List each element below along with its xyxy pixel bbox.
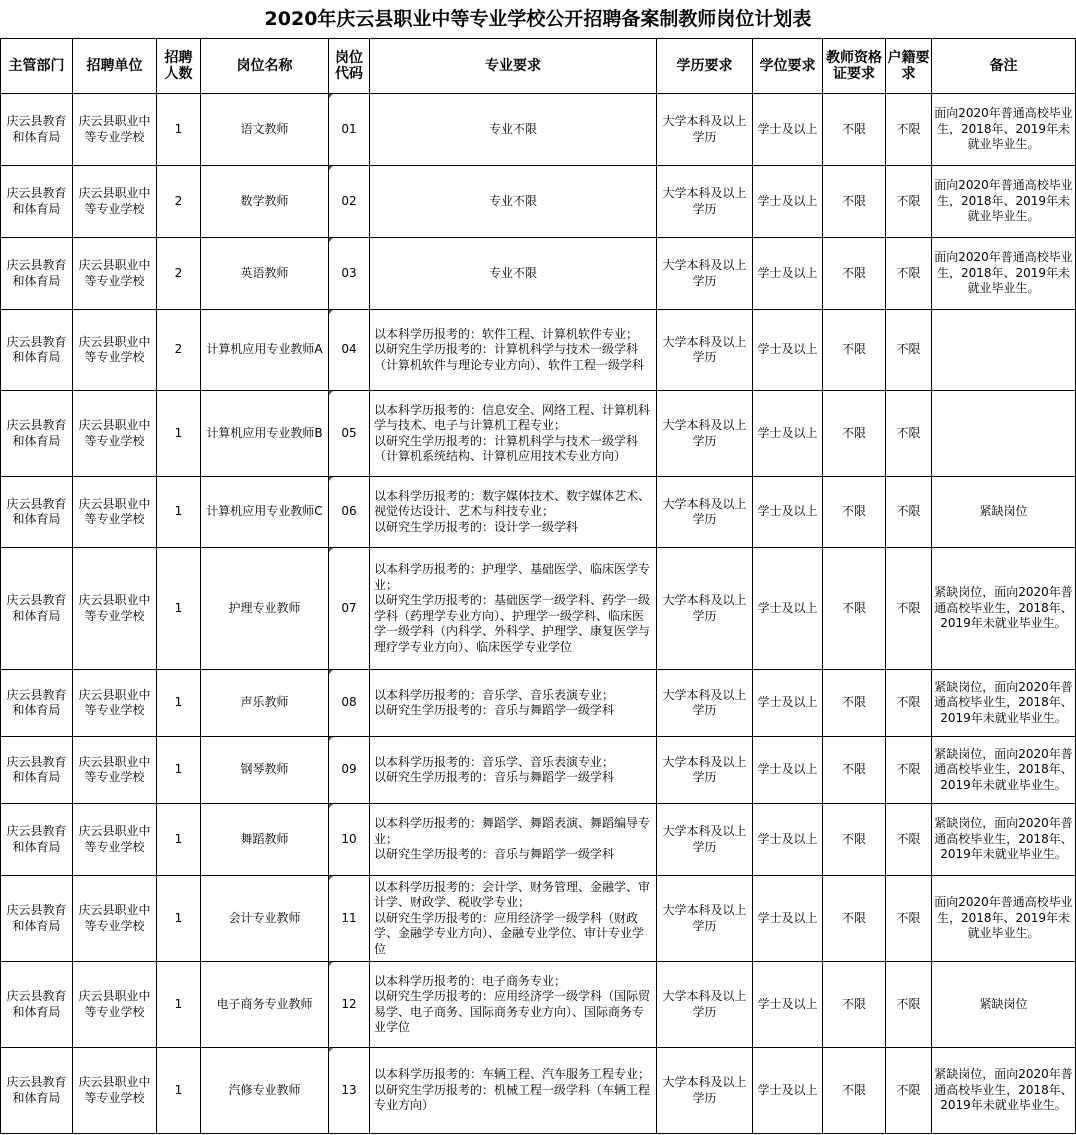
cell-cert: 不限 [823, 166, 886, 238]
cell-count: 2 [157, 310, 201, 391]
cell-note: 紧缺岗位，面向2020年普通高校毕业生，2018年、2019年未就业毕业生。 [932, 1048, 1076, 1134]
cell-unit: 庆云县职业中等专业学校 [73, 94, 157, 166]
cell-degree: 学士及以上 [753, 310, 823, 391]
header-major: 专业要求 [370, 39, 657, 94]
cell-hukou: 不限 [886, 94, 932, 166]
cell-cert: 不限 [823, 962, 886, 1048]
cell-major: 以本科学历报考的：音乐学、音乐表演专业； 以研究生学历报考的：音乐与舞蹈学一级学科 [370, 737, 657, 804]
cell-note: 面向2020年普通高校毕业生，2018年、2019年未就业毕业生。 [932, 238, 1076, 310]
cell-dept: 庆云县教育和体育局 [1, 238, 73, 310]
cell-hukou: 不限 [886, 391, 932, 477]
cell-unit: 庆云县职业中等专业学校 [73, 804, 157, 876]
cell-hukou: 不限 [886, 962, 932, 1048]
cell-degree: 学士及以上 [753, 804, 823, 876]
cell-degree: 学士及以上 [753, 670, 823, 737]
cell-dept: 庆云县教育和体育局 [1, 962, 73, 1048]
cell-unit: 庆云县职业中等专业学校 [73, 166, 157, 238]
cell-count: 1 [157, 804, 201, 876]
table-row [1, 310, 1076, 391]
cell-cert: 不限 [823, 737, 886, 804]
cell-code: 05 [329, 391, 370, 477]
cell-note [932, 310, 1076, 391]
cell-unit: 庆云县职业中等专业学校 [73, 737, 157, 804]
cell-note: 紧缺岗位，面向2020年普通高校毕业生，2018年、2019年未就业毕业生。 [932, 670, 1076, 737]
header-unit: 招聘单位 [73, 39, 157, 94]
header-degree: 学位要求 [753, 39, 823, 94]
cell-cert: 不限 [823, 876, 886, 962]
cell-degree: 学士及以上 [753, 477, 823, 548]
cell-count: 1 [157, 1048, 201, 1134]
header-note: 备注 [932, 39, 1076, 94]
cell-hukou: 不限 [886, 548, 932, 670]
cell-note: 面向2020年普通高校毕业生，2018年、2019年未就业毕业生。 [932, 166, 1076, 238]
cell-major: 以本科学历报考的：舞蹈学、舞蹈表演、舞蹈编导专业； 以研究生学历报考的：音乐与舞蹈学一级学科 [370, 804, 657, 876]
cell-degree: 学士及以上 [753, 548, 823, 670]
table-row [1, 391, 1076, 477]
cell-code: 01 [329, 94, 370, 166]
cell-degree: 学士及以上 [753, 391, 823, 477]
cell-edu: 大学本科及以上学历 [657, 962, 753, 1048]
table-row [1, 670, 1076, 737]
cell-code: 10 [329, 804, 370, 876]
cell-post: 汽修专业教师 [201, 1048, 329, 1134]
cell-post: 声乐教师 [201, 670, 329, 737]
cell-note: 紧缺岗位 [932, 477, 1076, 548]
cell-degree: 学士及以上 [753, 238, 823, 310]
cell-code: 09 [329, 737, 370, 804]
cell-major: 以本科学历报考的：软件工程、计算机软件专业； 以研究生学历报考的：计算机科学与技术一级学科（计算机软件与理论专业方向）、软件工程一级学科 [370, 310, 657, 391]
cell-major: 以本科学历报考的：音乐学、音乐表演专业； 以研究生学历报考的：音乐与舞蹈学一级学科 [370, 670, 657, 737]
cell-dept: 庆云县教育和体育局 [1, 670, 73, 737]
header-code: 岗位代码 [329, 39, 370, 94]
cell-dept: 庆云县教育和体育局 [1, 310, 73, 391]
cell-code: 11 [329, 876, 370, 962]
cell-degree: 学士及以上 [753, 166, 823, 238]
cell-cert: 不限 [823, 391, 886, 477]
table-row [1, 238, 1076, 310]
cell-dept: 庆云县教育和体育局 [1, 1048, 73, 1134]
cell-edu: 大学本科及以上学历 [657, 310, 753, 391]
cell-post: 舞蹈教师 [201, 804, 329, 876]
header-cert: 教师资格证要求 [823, 39, 886, 94]
cell-note: 紧缺岗位 [932, 962, 1076, 1048]
cell-dept: 庆云县教育和体育局 [1, 94, 73, 166]
cell-post: 电子商务专业教师 [201, 962, 329, 1048]
header-dept: 主管部门 [1, 39, 73, 94]
table-body [1, 94, 1076, 1134]
page-title: 2020年庆云县职业中等专业学校公开招聘备案制教师岗位计划表 [264, 8, 812, 30]
cell-note: 面向2020年普通高校毕业生，2018年、2019年未就业毕业生。 [932, 876, 1076, 962]
cell-hukou: 不限 [886, 670, 932, 737]
cell-note [932, 391, 1076, 477]
header-count: 招聘人数 [157, 39, 201, 94]
cell-unit: 庆云县职业中等专业学校 [73, 477, 157, 548]
cell-code: 03 [329, 238, 370, 310]
cell-major: 以本科学历报考的：护理学、基础医学、临床医学专业； 以研究生学历报考的：基础医学一级学科、药学一级学科（药理学专业方向）、护理学一级学科、临床医学一级学科（内科学、外科学、护理学、康复医学与理疗学专业方向）、临床医学专业学位 [370, 548, 657, 670]
cell-post: 护理专业教师 [201, 548, 329, 670]
cell-count: 1 [157, 548, 201, 670]
cell-edu: 大学本科及以上学历 [657, 391, 753, 477]
cell-unit: 庆云县职业中等专业学校 [73, 391, 157, 477]
cell-edu: 大学本科及以上学历 [657, 548, 753, 670]
cell-edu: 大学本科及以上学历 [657, 1048, 753, 1134]
cell-count: 1 [157, 737, 201, 804]
cell-count: 1 [157, 391, 201, 477]
table-row [1, 477, 1076, 548]
cell-dept: 庆云县教育和体育局 [1, 391, 73, 477]
cell-major: 专业不限 [370, 166, 657, 238]
cell-major: 专业不限 [370, 94, 657, 166]
cell-major: 以本科学历报考的：车辆工程、汽车服务工程专业； 以研究生学历报考的：机械工程一级学科（车辆工程专业方向） [370, 1048, 657, 1134]
cell-count: 1 [157, 94, 201, 166]
header-edu: 学历要求 [657, 39, 753, 94]
cell-unit: 庆云县职业中等专业学校 [73, 310, 157, 391]
cell-post: 语文教师 [201, 94, 329, 166]
cell-cert: 不限 [823, 1048, 886, 1134]
cell-cert: 不限 [823, 548, 886, 670]
cell-code: 12 [329, 962, 370, 1048]
cell-unit: 庆云县职业中等专业学校 [73, 548, 157, 670]
header-row [1, 39, 1076, 94]
cell-cert: 不限 [823, 477, 886, 548]
cell-degree: 学士及以上 [753, 94, 823, 166]
cell-unit: 庆云县职业中等专业学校 [73, 962, 157, 1048]
cell-dept: 庆云县教育和体育局 [1, 477, 73, 548]
header-post: 岗位名称 [201, 39, 329, 94]
table-row [1, 548, 1076, 670]
header-hukou: 户籍要求 [886, 39, 932, 94]
cell-degree: 学士及以上 [753, 737, 823, 804]
cell-dept: 庆云县教育和体育局 [1, 876, 73, 962]
cell-cert: 不限 [823, 804, 886, 876]
cell-edu: 大学本科及以上学历 [657, 94, 753, 166]
cell-hukou: 不限 [886, 477, 932, 548]
cell-edu: 大学本科及以上学历 [657, 737, 753, 804]
cell-note: 紧缺岗位，面向2020年普通高校毕业生，2018年、2019年未就业毕业生。 [932, 804, 1076, 876]
cell-count: 1 [157, 876, 201, 962]
cell-code: 13 [329, 1048, 370, 1134]
cell-count: 2 [157, 238, 201, 310]
cell-cert: 不限 [823, 94, 886, 166]
cell-unit: 庆云县职业中等专业学校 [73, 1048, 157, 1134]
cell-major: 以本科学历报考的：数字媒体技术、数字媒体艺术、视觉传达设计、艺术与科技专业； 以研究生学历报考的：设计学一级学科 [370, 477, 657, 548]
cell-major: 以本科学历报考的：电子商务专业； 以研究生学历报考的：应用经济学一级学科（国际贸易学、电子商务、国际商务专业方向）、国际商务专业学位 [370, 962, 657, 1048]
cell-count: 2 [157, 166, 201, 238]
cell-degree: 学士及以上 [753, 876, 823, 962]
cell-hukou: 不限 [886, 804, 932, 876]
cell-count: 1 [157, 477, 201, 548]
cell-edu: 大学本科及以上学历 [657, 238, 753, 310]
cell-hukou: 不限 [886, 166, 932, 238]
cell-edu: 大学本科及以上学历 [657, 166, 753, 238]
cell-cert: 不限 [823, 238, 886, 310]
cell-cert: 不限 [823, 310, 886, 391]
cell-hukou: 不限 [886, 737, 932, 804]
cell-code: 06 [329, 477, 370, 548]
cell-major: 以本科学历报考的：会计学、财务管理、金融学、审计学、财政学、税收学专业； 以研究生学历报考的：应用经济学一级学科（财政学、金融学专业方向）、金融专业学位、审计专业学位 [370, 876, 657, 962]
cell-cert: 不限 [823, 670, 886, 737]
cell-post: 英语教师 [201, 238, 329, 310]
cell-post: 计算机应用专业教师A [201, 310, 329, 391]
cell-unit: 庆云县职业中等专业学校 [73, 670, 157, 737]
cell-hukou: 不限 [886, 876, 932, 962]
cell-unit: 庆云县职业中等专业学校 [73, 876, 157, 962]
table-row [1, 804, 1076, 876]
cell-post: 会计专业教师 [201, 876, 329, 962]
cell-hukou: 不限 [886, 310, 932, 391]
cell-hukou: 不限 [886, 1048, 932, 1134]
cell-hukou: 不限 [886, 238, 932, 310]
cell-edu: 大学本科及以上学历 [657, 804, 753, 876]
cell-dept: 庆云县教育和体育局 [1, 548, 73, 670]
table-row [1, 1048, 1076, 1134]
cell-post: 钢琴教师 [201, 737, 329, 804]
cell-major: 以本科学历报考的：信息安全、网络工程、计算机科学与技术、电子与计算机工程专业； 以研究生学历报考的：计算机科学与技术一级学科（计算机系统结构、计算机应用技术专业方向） [370, 391, 657, 477]
cell-code: 08 [329, 670, 370, 737]
table-row [1, 876, 1076, 962]
cell-edu: 大学本科及以上学历 [657, 670, 753, 737]
table-row [1, 94, 1076, 166]
table-row [1, 737, 1076, 804]
cell-degree: 学士及以上 [753, 962, 823, 1048]
cell-unit: 庆云县职业中等专业学校 [73, 238, 157, 310]
cell-count: 1 [157, 962, 201, 1048]
cell-code: 02 [329, 166, 370, 238]
cell-code: 07 [329, 548, 370, 670]
cell-dept: 庆云县教育和体育局 [1, 166, 73, 238]
recruitment-plan-table [0, 38, 1076, 1134]
cell-note: 紧缺岗位，面向2020年普通高校毕业生，2018年、2019年未就业毕业生。 [932, 737, 1076, 804]
cell-note: 紧缺岗位，面向2020年普通高校毕业生，2018年、2019年未就业毕业生。 [932, 548, 1076, 670]
cell-edu: 大学本科及以上学历 [657, 876, 753, 962]
cell-post: 数学教师 [201, 166, 329, 238]
cell-count: 1 [157, 670, 201, 737]
cell-post: 计算机应用专业教师B [201, 391, 329, 477]
cell-dept: 庆云县教育和体育局 [1, 804, 73, 876]
cell-major: 专业不限 [370, 238, 657, 310]
table-row [1, 166, 1076, 238]
cell-dept: 庆云县教育和体育局 [1, 737, 73, 804]
cell-edu: 大学本科及以上学历 [657, 477, 753, 548]
cell-code: 04 [329, 310, 370, 391]
cell-degree: 学士及以上 [753, 1048, 823, 1134]
cell-post: 计算机应用专业教师C [201, 477, 329, 548]
cell-note: 面向2020年普通高校毕业生，2018年、2019年未就业毕业生。 [932, 94, 1076, 166]
table-row [1, 962, 1076, 1048]
